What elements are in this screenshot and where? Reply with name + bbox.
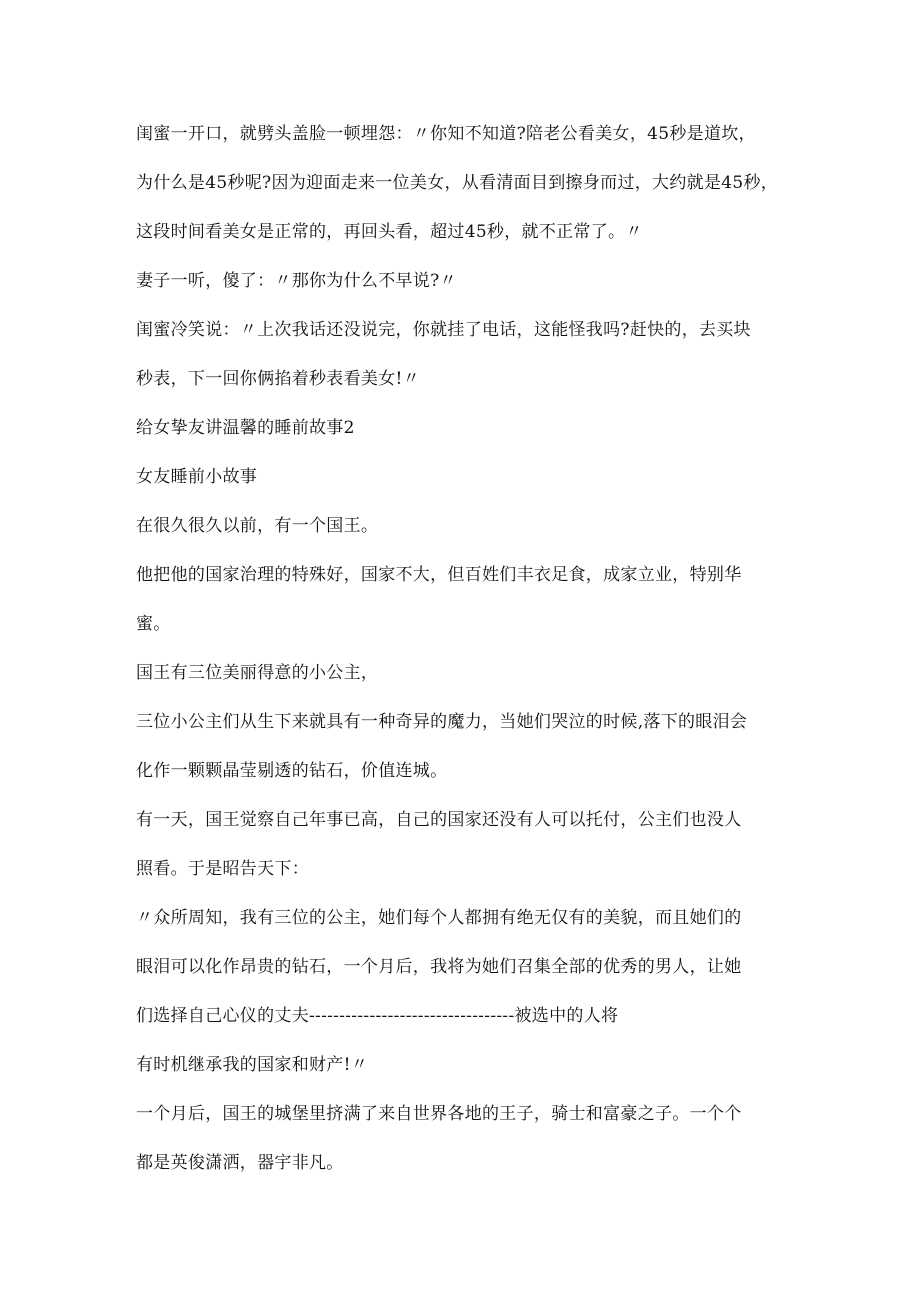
text-line: 三位小公主们从生下来就具有一种奇异的魔力，当她们哭泣的时候,落下的眼泪会: [136, 712, 748, 732]
text-line: 有一天，国王觉察自己年事已高，自己的国家还没有人可以托付，公主们也没人: [136, 810, 742, 830]
text-line: 国王有三位美丽得意的小公主，: [136, 663, 379, 683]
text-line: 闺蜜冷笑说：〃上次我话还没说完，你就挂了电话，这能怪我吗?赶快的，去买块: [136, 320, 751, 340]
text-line: 妻子一听，傻了：〃那你为什么不早说?〃: [136, 271, 457, 291]
text-line: 都是英俊潇洒，器宇非凡。: [136, 1153, 344, 1173]
text-line: 在很久很久以前，有一个国王。: [136, 516, 379, 536]
text-line: 为什么是45秒呢?因为迎面走来一位美女，从看清面目到擦身而过，大约就是45秒，: [136, 173, 779, 193]
text-line: 蜜。: [136, 614, 171, 634]
text-line: 有时机继承我的国家和财产!〃: [136, 1055, 369, 1075]
section-heading: 给女挚友讲温馨的睡前故事2: [136, 418, 355, 438]
text-line: 眼泪可以化作昂贵的钻石，一个月后，我将为她们召集全部的优秀的男人，让她: [136, 957, 742, 977]
text-line: 们选择自己心仪的丈夫----------------------------------被选中的人将: [136, 1006, 619, 1026]
text-line: 闺蜜一开口，就劈头盖脸一顿埋怨：〃你知不知道?陪老公看美女，45秒是道坎，: [136, 124, 756, 144]
text-line: 秒表，下一回你俩掐着秒表看美女!〃: [136, 369, 420, 389]
text-line: 照看。于是昭告天下：: [136, 859, 309, 879]
text-line: 〃众所周知，我有三位的公主，她们每个人都拥有绝无仅有的美貌，而且她们的: [136, 908, 742, 928]
text-line: 一个月后，国王的城堡里挤满了来自世界各地的王子，骑士和富豪之子。一个个: [136, 1104, 742, 1124]
story-title: 女友睡前小故事: [136, 467, 258, 487]
text-line: 化作一颗颗晶莹剔透的钻石，价值连城。: [136, 761, 448, 781]
text-line: 这段时间看美女是正常的，再回头看，超过45秒，就不正常了。〃: [136, 222, 643, 242]
text-line: 他把他的国家治理的特殊好，国家不大，但百姓们丰衣足食，成家立业，特别华: [136, 565, 742, 585]
